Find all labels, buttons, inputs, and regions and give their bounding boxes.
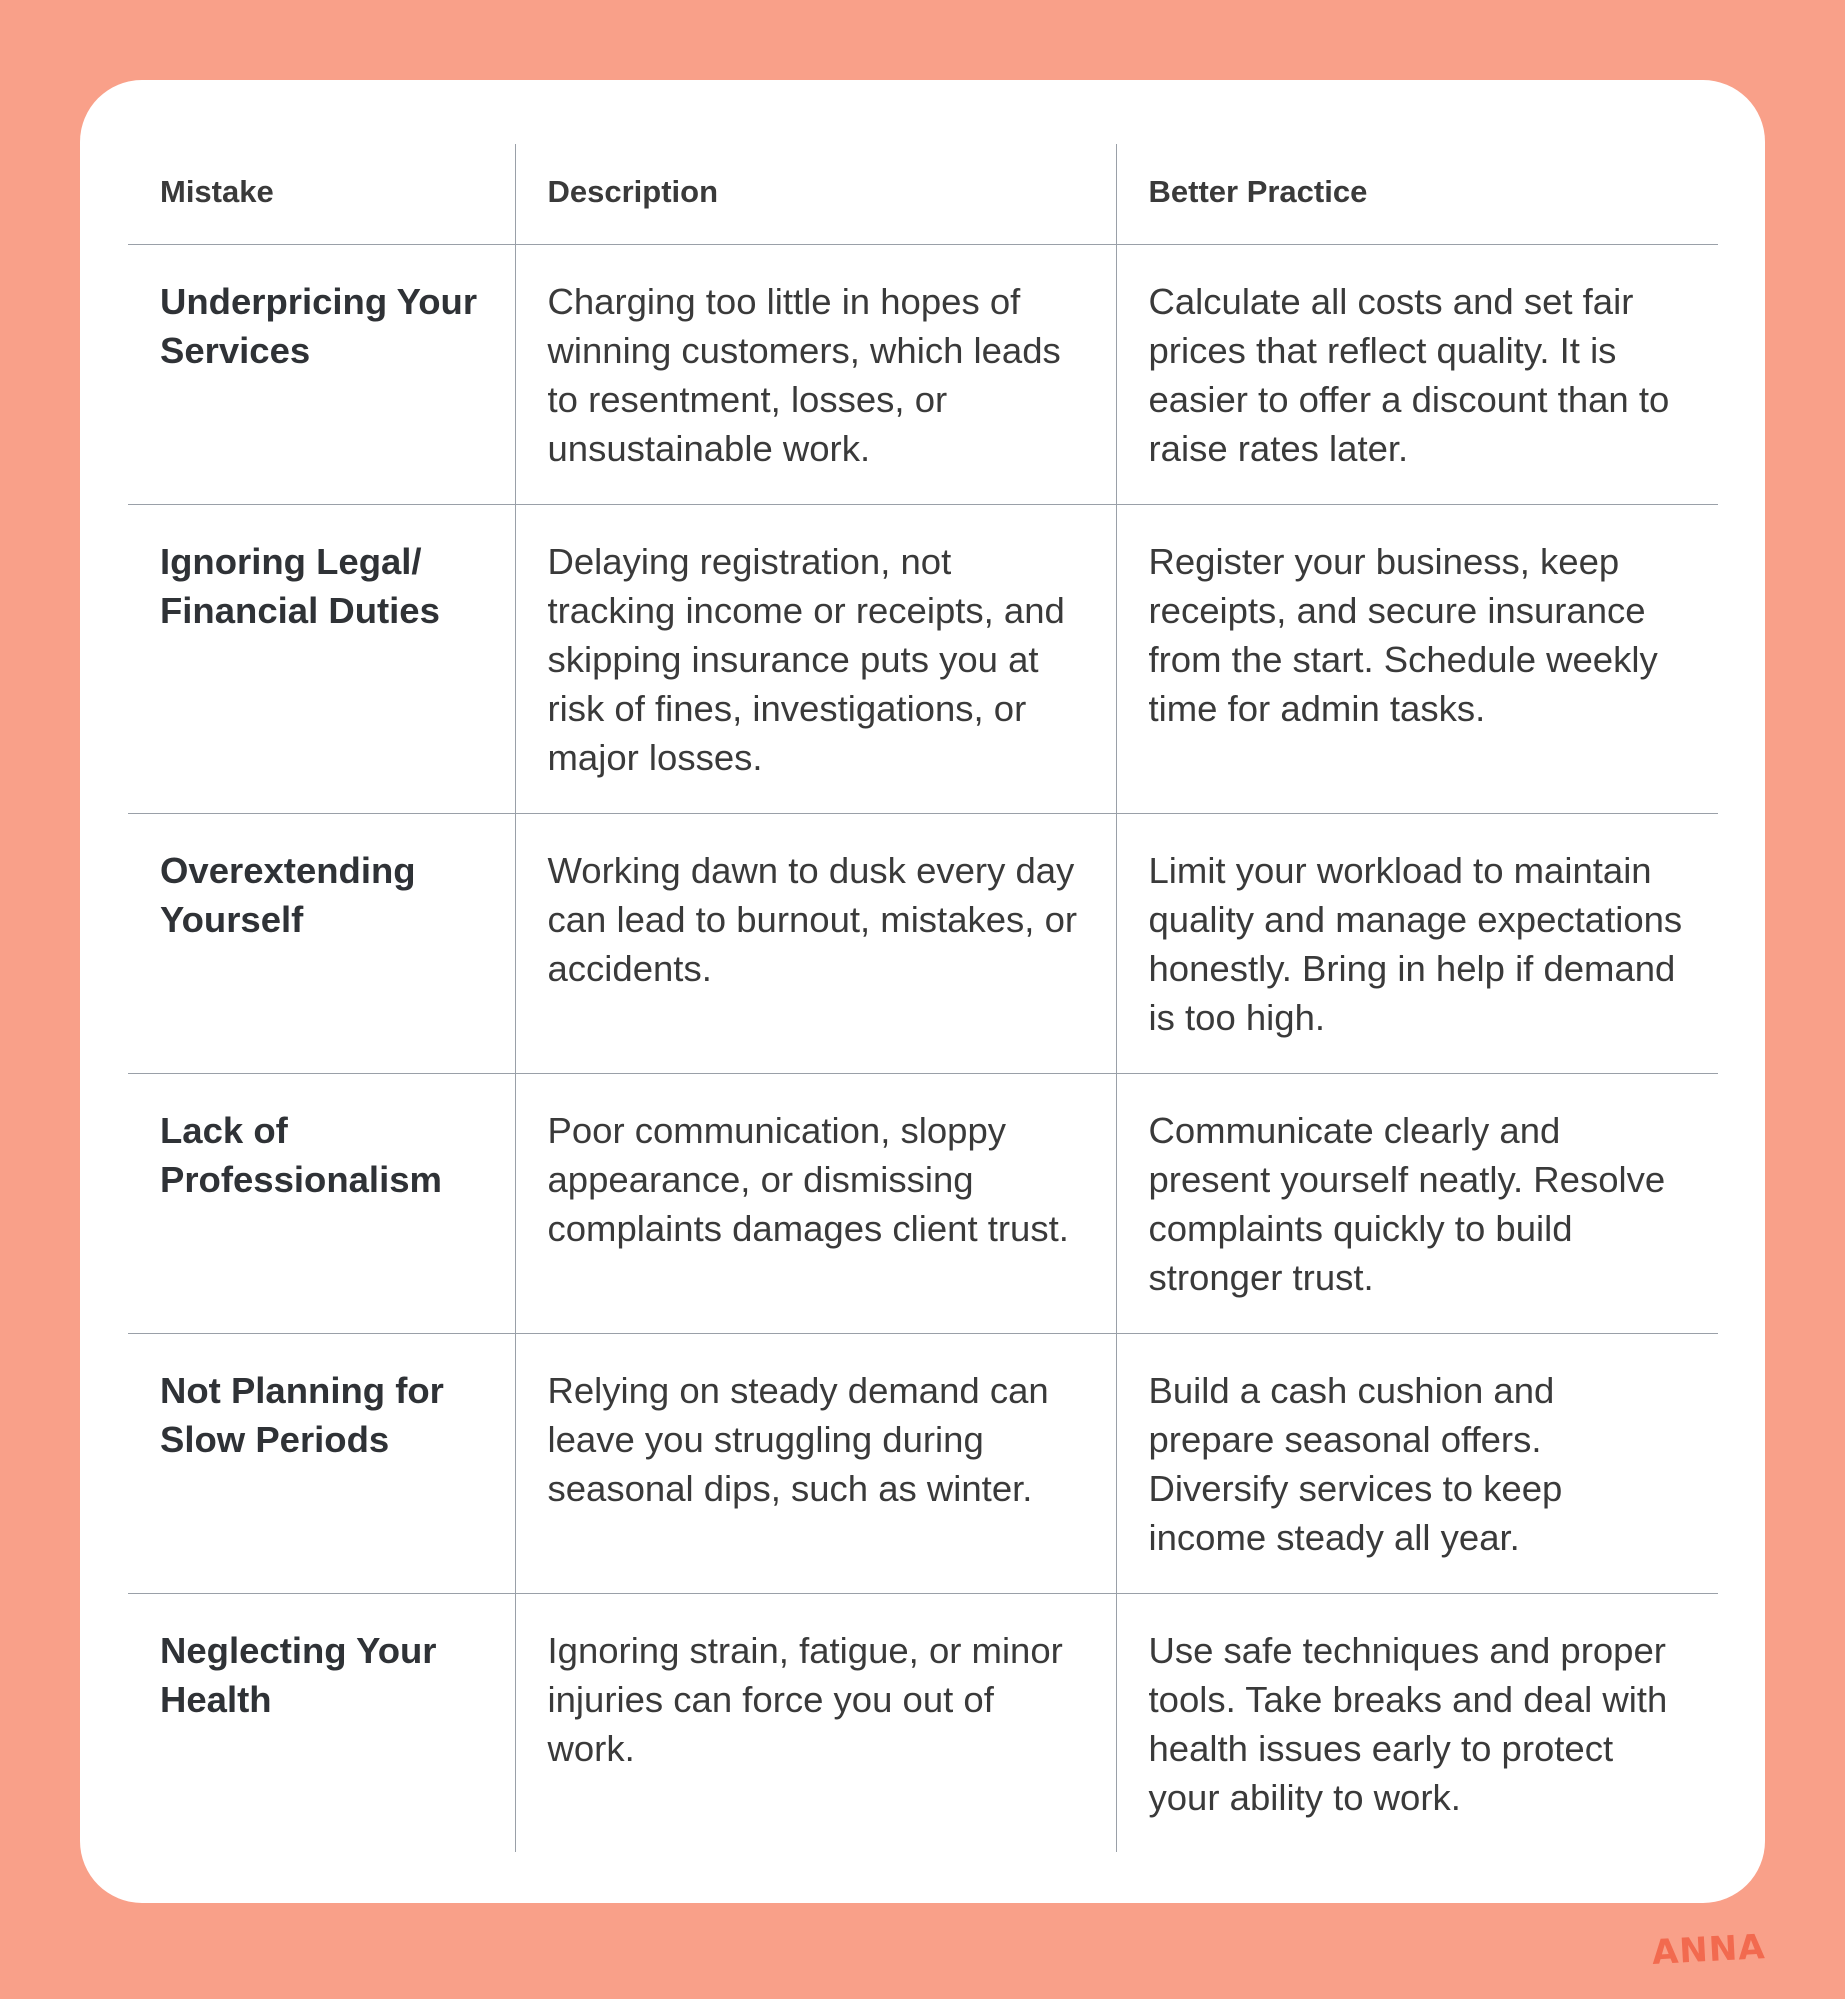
anna-logo: ANNA: [1651, 1927, 1767, 1973]
mistake-cell: Underpricing Your Services: [128, 244, 515, 504]
table-row: [128, 1593, 1718, 1852]
mistakes-table: [128, 144, 1718, 1852]
mistake-cell: Overextending Yourself: [128, 813, 515, 1073]
table-header-row: [128, 144, 1718, 244]
table-row: [128, 504, 1718, 813]
header-description: Description: [515, 144, 1116, 244]
description-cell: Delaying registration, not tracking income or receipts, and skipping insurance puts you at risk of fines, investigations, or major losses.: [515, 504, 1116, 813]
practice-cell: Calculate all costs and set fair prices that reflect quality. It is easier to offer a discount than to raise rates later.: [1116, 244, 1718, 504]
practice-cell: Build a cash cushion and prepare seasonal offers. Diversify services to keep income steady all year.: [1116, 1333, 1718, 1593]
mistake-cell: Neglecting Your Health: [160, 1629, 437, 1720]
header-mistake: Mistake: [128, 144, 515, 244]
mistake-cell: Not Planning for Slow Periods: [128, 1333, 515, 1593]
practice-cell: Limit your workload to maintain quality and manage expectations honestly. Bring in help if demand is too high.: [1116, 813, 1718, 1073]
table-row: [128, 813, 1718, 1073]
table-row: [128, 1073, 1718, 1333]
description-cell: Relying on steady demand can leave you struggling during seasonal dips, such as winter.: [515, 1333, 1116, 1593]
mistake-cell: Ignoring Legal/ Financial Duties: [128, 504, 515, 813]
practice-cell: Communicate clearly and present yourself neatly. Resolve complaints quickly to build stronger trust.: [1116, 1073, 1718, 1333]
table-card: [80, 80, 1765, 1903]
mistake-cell: Lack of Professionalism: [128, 1073, 515, 1333]
description-cell: Working dawn to dusk every day can lead to burnout, mistakes, or accidents.: [515, 813, 1116, 1073]
description-cell: Poor communication, sloppy appearance, or dismissing complaints damages client trust.: [515, 1073, 1116, 1333]
description-cell: Ignoring strain, fatigue, or minor injuries can force you out of work.: [515, 1593, 1116, 1852]
practice-cell: Use safe techniques and proper tools. Take breaks and deal with health issues early to protect your ability to work.: [1116, 1593, 1718, 1852]
header-better-practice: Better Practice: [1116, 144, 1718, 244]
practice-cell: Register your business, keep receipts, and secure insurance from the start. Schedule weekly time for admin tasks.: [1116, 504, 1718, 813]
description-cell: Charging too little in hopes of winning customers, which leads to resentment, losses, or unsustainable work.: [515, 244, 1116, 504]
table-row: [128, 1333, 1718, 1593]
table-row: [128, 244, 1718, 504]
